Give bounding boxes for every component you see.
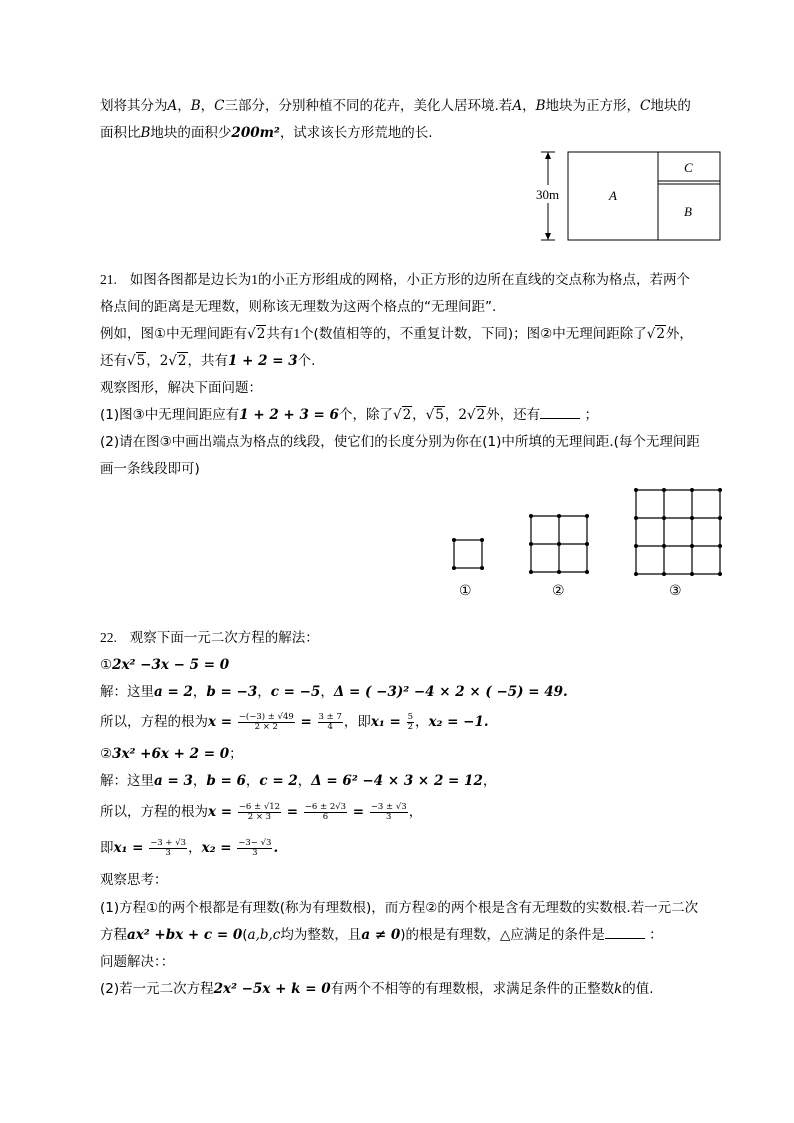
land-rectangle (568, 152, 720, 240)
q20-line-2: 面积比B地块的面积少200m²，试求该长方形荒地的长. (100, 125, 433, 141)
grid-label-2: ② (552, 583, 565, 599)
q22-sol2: 解：这里a = 3，b = 6，c = 2，Δ = 6² −4 × 3 × 2 = 12， (100, 773, 497, 789)
q22-think: 观察思考： (100, 872, 168, 888)
q20-line-1: 划将其分为A，B，C三部分，分别种植不同的花卉，美化人居环境.若A，B地块为正方形，C地块的 (100, 98, 691, 114)
q20-land-figure (530, 148, 726, 246)
q22-roots2b: 即x₁ = $\frac{-3 + √3}{3}$ ，x₂ = $\frac{-3- √3}{3}$ . (100, 837, 279, 858)
dimension-label: 30m (536, 187, 560, 202)
q21-line-5: 观察图形，解决下面问题： (100, 380, 262, 396)
q21-line-1: 21. 如图各图都是边长为1的小正方形组成的网格，小正方形的边所在直线的交点称为格点，若两个 (100, 272, 690, 288)
grid-figure-1 (450, 536, 488, 574)
answer-blank-1[interactable] (540, 406, 580, 419)
q22-p2: (2)若一元二次方程2x² −5x + k = 0有两个不相等的有理数根，求满足条件的正整数k的值. (100, 981, 654, 997)
q22-sol1: 解：这里a = 2，b = −3，c = −5，Δ = ( −3)² −4 × 2 × ( −5) = 49. (100, 684, 568, 700)
answer-blank-2[interactable] (605, 926, 645, 939)
q22-p1-line-2: 方程ax² +bx + c = 0(a,b,c均为整数，且a ≠ 0)的根是有理数，△应满足的条件是 ： (100, 927, 663, 943)
grid-label-3: ③ (669, 583, 682, 599)
grid-figure-2 (527, 512, 591, 576)
q21-line-4: 还有√5，2√2，共有1 + 2 = 3个. (100, 353, 316, 369)
q22-eq2: ②3x² +6x + 2 = 0； (100, 746, 243, 762)
grid-figure-3 (632, 486, 724, 578)
q22-title: 22. 观察下面一元二次方程的解法： (100, 630, 319, 646)
q22-roots1: 所以，方程的根为x = $\frac{-(-3) \pm √49}{2 \times 2}$ = $\frac{3 \pm 7}{4}$ ，即x₁ = $\frac{5}{2}$ ，x₂ = −1. (100, 711, 489, 732)
q21-line-6: (1)图③中无理间距应有1 + 2 + 3 = 6个，除了√2，√5，2√2外，还有 ； (100, 407, 598, 423)
q22-eq1: ①2x² −3x − 5 = 0 (100, 657, 230, 673)
region-label-c: C (684, 160, 693, 175)
q21-line-2: 格点间的距离是无理数，则称该无理数为这两个格点的“无理间距”. (100, 299, 497, 315)
grid-label-1: ① (459, 583, 472, 599)
q21-line-8: 画一条线段即可) (100, 461, 200, 477)
q21-line-7: (2)请在图③中画出端点为格点的线段，使它们的长度分别为你在(1)中所填的无理间距.(每个无理间距 (100, 434, 700, 450)
region-label-b: B (684, 204, 692, 219)
q22-p1-line-1: (1)方程①的两个根都是有理数(称为有理数根)，而方程②的两个根是含有无理数的实数根.若一元二次 (100, 900, 699, 916)
q21-line-3: 例如，图①中无理间距有√2共有1个(数值相等的，不重复计数，下同)；图②中无理间距除了√2外， (100, 326, 693, 342)
q22-solve: 问题解决：： (100, 954, 175, 970)
q22-roots2: 所以，方程的根为x = $\frac{-6 \pm √12}{2 \times 3}$ = $\frac{-6 \pm 2√3}{6}$ = $\frac{-3 \pm √3}{3}$ ， (100, 801, 423, 822)
region-label-a: A (609, 188, 617, 203)
